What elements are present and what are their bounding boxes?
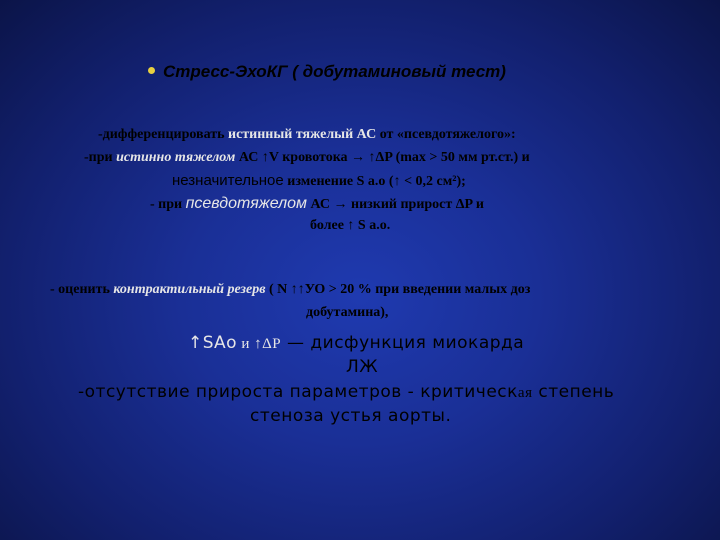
line-3: незначительное изменение S а.о (↑ < 0,2 см²); (172, 172, 466, 189)
slide-title (148, 62, 506, 82)
line-4: - при псевдотяжелом АС → низкий прирост ΔP и (150, 195, 484, 212)
line-2: -при истинно тяжелом АС ↑V кровотока → ↑ΔP (max > 50 мм рт.ст.) и (84, 150, 530, 165)
line-8: ↑SАо и ↑ΔP — дисфункция миокарда (188, 333, 525, 353)
line-9: ЛЖ (346, 357, 379, 377)
line-10: -отсутствие прироста параметров - критическая степень (78, 382, 615, 402)
line-11: стеноза устья аорты. (250, 406, 452, 426)
line-5: более ↑ S а.о. (310, 218, 391, 233)
bullet-icon (148, 67, 155, 74)
line-1: -дифференцировать истинный тяжелый АС от «псевдотяжелого»: (98, 127, 516, 142)
line-7: добутамина), (306, 305, 389, 320)
title-text: Стресс-ЭхоКГ ( добутаминовый тест) (163, 62, 506, 81)
line-6: - оценить контрактильный резерв ( N ↑↑УО > 20 % при введении малых доз (50, 282, 531, 297)
